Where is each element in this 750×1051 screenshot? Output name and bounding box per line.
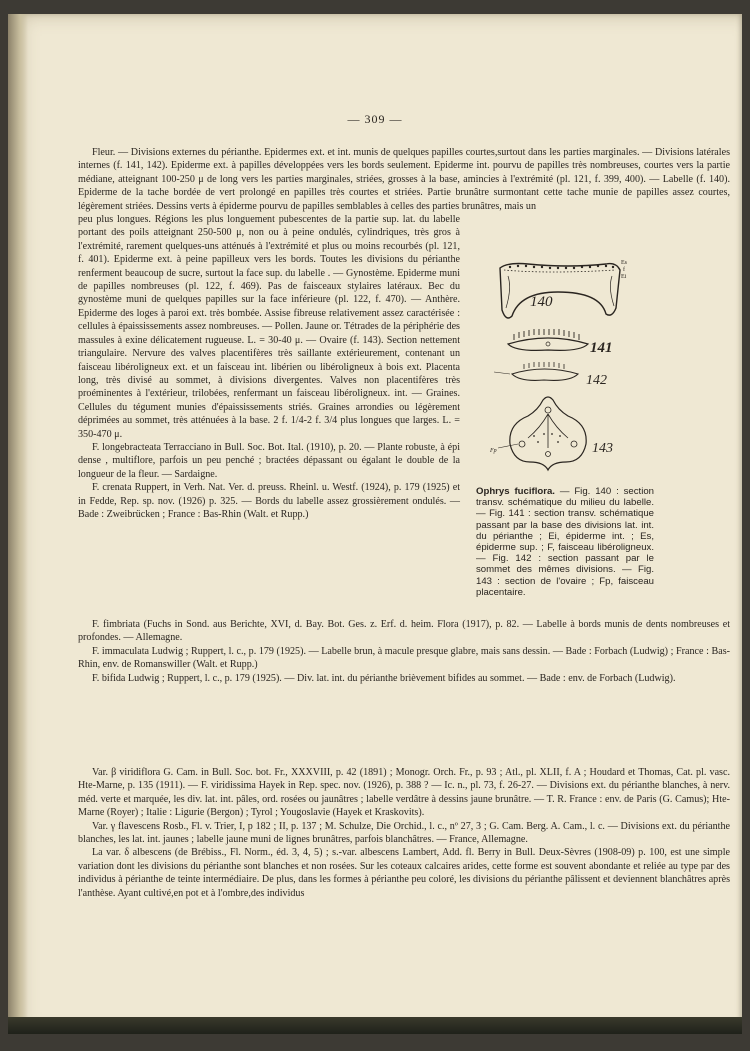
figure-142-number: 142 [586, 373, 607, 388]
figure-141-number: 141 [590, 340, 613, 356]
figure-142 [494, 362, 607, 388]
paragraph-crenata: F. crenata Ruppert, in Verh. Nat. Ver. d. preuss. Rheinl. u. Westf. (1924), p. 179 (1925) et in Fedde, Rep. sp. nov. (1926) p. 325. — Bords du labelle assez grossièrement ondulés. — Bade : Zweibrücken ; France : Bas-Rhin (Walt. et Rupp.) [78, 482, 460, 520]
paragraph-fimbriata: F. fimbriata (Fuchs in Sond. aus Berichte, XVI, d. Bay. Bot. Ges. z. Erf. d. heim. Flora (1917), p. 82. — Labelle à bords munis de dents nombreuses et profondes. — Allemagne. [78, 619, 730, 644]
figure-143-number: 143 [592, 441, 613, 456]
caption-text: — Fig. 140 : section transv. schématique du milieu du labelle. — Fig. 141 : section transv. schématique passant par la base des divisions lat. int. du périanthe ; Ei, épiderme int. ; Es, épiderme sup. ; F, faisceau libéroligneux. — Fig. 142 : section passant par le sommet des mêmes divisions. — Fig. 143 : section de l'ovaire ; Fp, faisceau placentaire. [476, 486, 655, 598]
figure-143 [489, 397, 613, 470]
paragraph-immaculata: F. immaculata Ludwig ; Ruppert, l. c., p. 179 (1925). — Labelle brun, à macule presque glabre, mais sans dessin. — Bade : Forbach (Ludwig) ; France : Bas-Rhin, env. de Romanswiller (Walt. et Rupp.) [78, 645, 730, 671]
figure-140-number: 140 [530, 294, 553, 310]
paragraph-bifida: F. bifida Ludwig ; Ruppert, l. c., p. 179 (1925). — Div. lat. int. du périanthe brièvement bifides au sommet. — Bade : env. de Forbach (Ludwig). [92, 672, 676, 684]
figure-caption [476, 486, 654, 598]
paragraph-longebracteata: F. longebracteata Terracciano in Bull. Soc. Bot. Ital. (1910), p. 20. — Plante robuste, à épi dense , multiflore, parfois un peu penché ; bractées dépassant ou égalant le double de la longueur de la fleur. — Sardaigne. [78, 441, 460, 480]
page-number: — 309 — [347, 112, 403, 126]
label-fp-143: Fp [490, 448, 497, 454]
forms-block [78, 618, 730, 685]
label-es-140: Es [621, 260, 627, 266]
scan-bottom-edge [8, 1017, 742, 1034]
figure-141 [508, 329, 613, 356]
figure-140 [500, 260, 628, 318]
label-f-140: f [623, 267, 625, 273]
paragraph-fleur: Fleur. — Divisions externes du périanthe. Epidermes ext. et int. munis de quelques papilles courtes,surtout dans les parties marginales. — Divisions latérales internes (f. 141, 142). Epiderme ext. à papilles développées vers les bords seulement. Epiderme int. pourvu de papilles très nombreuses, courtes vers la partie médiane, atteignant 100-250 μ de long vers les parties marginales, striées, grosses à la base, amincies à l'extrémité (pl. 121, f. 399, 400). — Labelle (f. 140). Epiderme de la tache bordée de vert prolongé en papilles très courtes et striées. Partie brunâtre surmontant cette tache munie de papilles assez courtes, légèrement striées. Dessins verts à épiderme pourvu de papilles semblables à celles des parties brunâtres, mais un [78, 147, 730, 212]
caption-title: Ophrys fuciflora. [476, 486, 555, 497]
paragraph-viridiflora: Var. β viridiflora G. Cam. in Bull. Soc. bot. Fr., XXXVIII, p. 42 (1891) ; Monogr. Orch. Fr., p. 93 ; Atl., pl. XLII, f. A ; Houdard et Thomas, Cat. pl. vasc. Hte-Marne, p. 135 (1911). — F. viridissima Hayek in Rep. spec. nov. (1926), p. 388 ? — Ic. n., pl. 73, f. 26-27. — Divisions ext. du périanthe blanches, à nerv. méd. verte et marquée, les div. lat. int. pâles, ord. rosées ou jaunâtres ; labelle verdâtre à dessins jaune brunâtre. — T. R. France : env. de Paris (G. Camus); Hte-Marne (Royer) ; Italie : Ligurie (Bergon) ; Tyrol ; Yougoslavie (Hayek et Kraskovits). [78, 767, 730, 819]
paragraph-albescens: La var. δ albescens (de Brébiss., Fl. Norm., éd. 3, 4, 5) ; s.-var. albescens Lambert, Add. fl. Berry in Bull. Deux-Sèvres (1908-09) p. 100, est une simple variation dont les divisions du périanthe sont blanches et non rosées. Sur les coteaux calcaires arides, cette forme est souvent abondante et reliée au type par des individus à périanthe de teinte intermédiaire. De plus, dans les formes à périanthe peu coloré, les divisions du périanthe pâlissent et deviennent blanchâtres après l'anthèse. Ayant cultivé,en pot et à l'ombre,des individus [78, 847, 730, 899]
paragraph-flavescens: Var. γ flavescens Rosb., Fl. v. Trier, I, p 182 ; II, p. 137 ; M. Schulze, Die Orchid., l. c., nº 27, 3 ; G. Cam. Berg. A. Cam., l. c. — Divisions ext. du périanthe blanches, les lat. int. jaunes ; labelle jaune muni de lignes brunâtres, parfois blanchâtres. — France, Allemagne. [78, 820, 730, 846]
book-binding-shadow [8, 14, 28, 1034]
label-ei-140: Ei [621, 274, 627, 280]
ophrys-section-figures [488, 248, 648, 484]
varieties-block [78, 766, 730, 900]
paragraph-fleur-continued: peu plus longues. Régions les plus longuement pubescentes de la partie sup. lat. du labelle portant des poils atteignant 250-500 μ, non ou à peine ondulés, cylindriques, très gros à l'extrémité, rarement quelques-uns atténués à l'extrémité et plus ou moins recourbés (pl. 121, f. 401). Epiderme ext. à peine papilleux vers les bords. Toutes les divisions du périanthe renferment beaucoup de sucre, surtout la face sup. du labelle . — Gynostème. Epiderme muni de papilles nombreuses (pl. 122, f. 469). Pas de faisceaux stylaires latéraux. Bec du gynostème muni de quelques papilles sur la face inférieure (pl. 122, f. 470). — Anthère. Epiderme des loges à paroi ext. très bombée. Assise fibreuse relativement assez caractérisée : cellules à épaississements assez nombreuses. — Pollen. Jaune or. Tétrades de la périphérie des massules à exine délicatement rugueuse. L. = 30-40 μ. — Ovaire (f. 143). Section nettement triangulaire. Nervure des valves placentifères très saillante extérieurement, contenant un faisceau libéroligneux ext. et un faisceau int. libérien ou libéroligneux à bois ext. Placenta long, très divisé au sommet, à divisions divergentes. Valves non placentifères très proéminentes à l'extérieur, trilobées, renfermant un faisceau libéroligneux. int. — Graines. Cellules du tégument munies d'épaississements striés. Graines arrondies ou légèrement déprimées au sommet, très atténuées à la base. 2 f. 1/4-2 f. 3/4 plus longues que larges. L. = 350-470 μ. [78, 214, 460, 440]
